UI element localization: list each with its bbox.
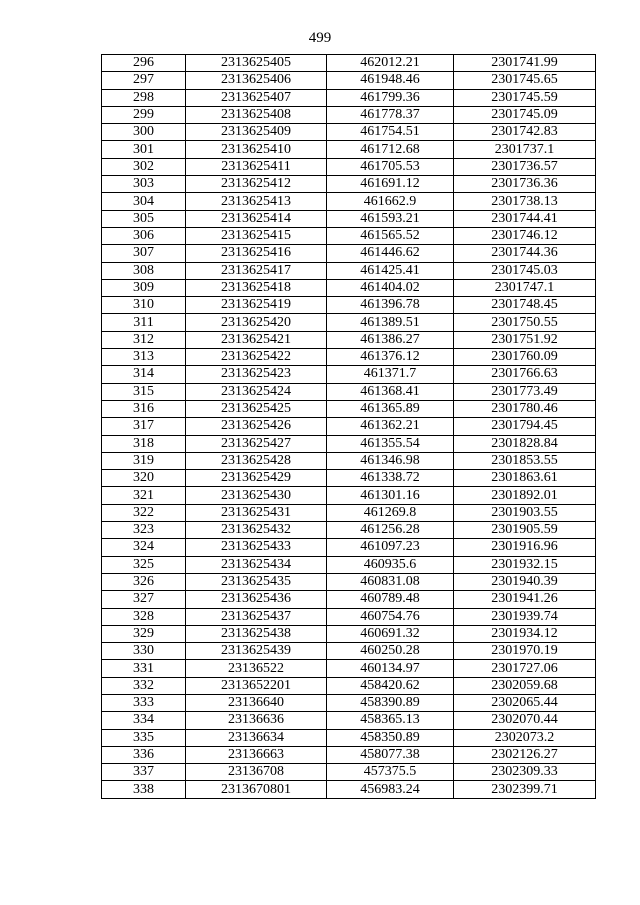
- table-row: [102, 262, 596, 279]
- y-coordinate-cell: 2301738.13: [454, 193, 596, 210]
- table-row: [102, 608, 596, 625]
- table-row: [102, 452, 596, 469]
- table-row: [102, 539, 596, 556]
- x-coordinate-cell: 461662.9: [327, 193, 454, 210]
- table-row: [102, 418, 596, 435]
- point-id-cell: 2313625436: [186, 591, 327, 608]
- table-row: [102, 591, 596, 608]
- row-number-cell: 317: [102, 418, 186, 435]
- coordinates-table: [101, 54, 596, 799]
- table-row: [102, 746, 596, 763]
- row-number-cell: 314: [102, 366, 186, 383]
- x-coordinate-cell: 461386.27: [327, 331, 454, 348]
- x-coordinate-cell: 462012.21: [327, 55, 454, 72]
- table-row: [102, 522, 596, 539]
- row-number-cell: 304: [102, 193, 186, 210]
- y-coordinate-cell: 2302399.71: [454, 781, 596, 798]
- table-row: [102, 470, 596, 487]
- row-number-cell: 333: [102, 694, 186, 711]
- point-id-cell: 23136708: [186, 764, 327, 781]
- y-coordinate-cell: 2302059.68: [454, 677, 596, 694]
- x-coordinate-cell: 460250.28: [327, 643, 454, 660]
- x-coordinate-cell: 461446.62: [327, 245, 454, 262]
- point-id-cell: 2313625426: [186, 418, 327, 435]
- row-number-cell: 303: [102, 176, 186, 193]
- row-number-cell: 328: [102, 608, 186, 625]
- row-number-cell: 308: [102, 262, 186, 279]
- row-number-cell: 337: [102, 764, 186, 781]
- table-row: [102, 349, 596, 366]
- table-row: [102, 729, 596, 746]
- point-id-cell: 2313625424: [186, 383, 327, 400]
- row-number-cell: 325: [102, 556, 186, 573]
- point-id-cell: 2313652201: [186, 677, 327, 694]
- point-id-cell: 2313625430: [186, 487, 327, 504]
- point-id-cell: 2313625416: [186, 245, 327, 262]
- table-row: [102, 504, 596, 521]
- point-id-cell: 2313625433: [186, 539, 327, 556]
- row-number-cell: 320: [102, 470, 186, 487]
- point-id-cell: 2313625421: [186, 331, 327, 348]
- table-row: [102, 487, 596, 504]
- point-id-cell: 2313625414: [186, 210, 327, 227]
- point-id-cell: 2313625422: [186, 349, 327, 366]
- y-coordinate-cell: 2301745.59: [454, 89, 596, 106]
- y-coordinate-cell: 2301736.57: [454, 158, 596, 175]
- x-coordinate-cell: 461376.12: [327, 349, 454, 366]
- table-row: [102, 712, 596, 729]
- y-coordinate-cell: 2301760.09: [454, 349, 596, 366]
- y-coordinate-cell: 2301916.96: [454, 539, 596, 556]
- table-row: [102, 331, 596, 348]
- table-row: [102, 383, 596, 400]
- table-row: [102, 643, 596, 660]
- row-number-cell: 312: [102, 331, 186, 348]
- x-coordinate-cell: 461269.8: [327, 504, 454, 521]
- row-number-cell: 316: [102, 400, 186, 417]
- row-number-cell: 338: [102, 781, 186, 798]
- point-id-cell: 2313625425: [186, 400, 327, 417]
- row-number-cell: 305: [102, 210, 186, 227]
- x-coordinate-cell: 461346.98: [327, 452, 454, 469]
- x-coordinate-cell: 460134.97: [327, 660, 454, 677]
- point-id-cell: 2313625412: [186, 176, 327, 193]
- point-id-cell: 23136640: [186, 694, 327, 711]
- x-coordinate-cell: 461097.23: [327, 539, 454, 556]
- x-coordinate-cell: 461404.02: [327, 279, 454, 296]
- table-row: [102, 124, 596, 141]
- row-number-cell: 296: [102, 55, 186, 72]
- row-number-cell: 302: [102, 158, 186, 175]
- x-coordinate-cell: 461593.21: [327, 210, 454, 227]
- table-row: [102, 764, 596, 781]
- coordinates-table-body: [102, 55, 596, 799]
- row-number-cell: 324: [102, 539, 186, 556]
- point-id-cell: 2313625420: [186, 314, 327, 331]
- y-coordinate-cell: 2301741.99: [454, 55, 596, 72]
- y-coordinate-cell: 2301939.74: [454, 608, 596, 625]
- x-coordinate-cell: 461565.52: [327, 227, 454, 244]
- point-id-cell: 2313625434: [186, 556, 327, 573]
- table-row: [102, 400, 596, 417]
- row-number-cell: 306: [102, 227, 186, 244]
- point-id-cell: 2313625405: [186, 55, 327, 72]
- table-row: [102, 694, 596, 711]
- x-coordinate-cell: 461368.41: [327, 383, 454, 400]
- x-coordinate-cell: 461754.51: [327, 124, 454, 141]
- row-number-cell: 323: [102, 522, 186, 539]
- row-number-cell: 332: [102, 677, 186, 694]
- x-coordinate-cell: 458420.62: [327, 677, 454, 694]
- x-coordinate-cell: 461371.7: [327, 366, 454, 383]
- point-id-cell: 2313625428: [186, 452, 327, 469]
- point-id-cell: 2313625432: [186, 522, 327, 539]
- x-coordinate-cell: 458390.89: [327, 694, 454, 711]
- row-number-cell: 318: [102, 435, 186, 452]
- point-id-cell: 23136636: [186, 712, 327, 729]
- x-coordinate-cell: 458350.89: [327, 729, 454, 746]
- page-number: 499: [308, 30, 332, 46]
- y-coordinate-cell: 2302126.27: [454, 746, 596, 763]
- point-id-cell: 2313625407: [186, 89, 327, 106]
- y-coordinate-cell: 2301905.59: [454, 522, 596, 539]
- x-coordinate-cell: 460935.6: [327, 556, 454, 573]
- y-coordinate-cell: 2301745.09: [454, 106, 596, 123]
- y-coordinate-cell: 2301766.63: [454, 366, 596, 383]
- row-number-cell: 319: [102, 452, 186, 469]
- y-coordinate-cell: 2301746.12: [454, 227, 596, 244]
- table-row: [102, 781, 596, 798]
- y-coordinate-cell: 2301751.92: [454, 331, 596, 348]
- x-coordinate-cell: 461362.21: [327, 418, 454, 435]
- x-coordinate-cell: 460691.32: [327, 625, 454, 642]
- point-id-cell: 2313625406: [186, 72, 327, 89]
- table-row: [102, 72, 596, 89]
- row-number-cell: 331: [102, 660, 186, 677]
- table-row: [102, 106, 596, 123]
- row-number-cell: 301: [102, 141, 186, 158]
- y-coordinate-cell: 2301853.55: [454, 452, 596, 469]
- y-coordinate-cell: 2301940.39: [454, 573, 596, 590]
- y-coordinate-cell: 2302309.33: [454, 764, 596, 781]
- row-number-cell: 326: [102, 573, 186, 590]
- table-row: [102, 435, 596, 452]
- point-id-cell: 2313625427: [186, 435, 327, 452]
- y-coordinate-cell: 2301903.55: [454, 504, 596, 521]
- y-coordinate-cell: 2302070.44: [454, 712, 596, 729]
- x-coordinate-cell: 461338.72: [327, 470, 454, 487]
- point-id-cell: 23136634: [186, 729, 327, 746]
- x-coordinate-cell: 461948.46: [327, 72, 454, 89]
- y-coordinate-cell: 2301780.46: [454, 400, 596, 417]
- point-id-cell: 2313625435: [186, 573, 327, 590]
- x-coordinate-cell: 461355.54: [327, 435, 454, 452]
- y-coordinate-cell: 2301742.83: [454, 124, 596, 141]
- point-id-cell: 2313625439: [186, 643, 327, 660]
- row-number-cell: 313: [102, 349, 186, 366]
- y-coordinate-cell: 2301941.26: [454, 591, 596, 608]
- y-coordinate-cell: 2301773.49: [454, 383, 596, 400]
- table-row: [102, 556, 596, 573]
- point-id-cell: 2313625415: [186, 227, 327, 244]
- table-row: [102, 210, 596, 227]
- point-id-cell: 2313625409: [186, 124, 327, 141]
- row-number-cell: 327: [102, 591, 186, 608]
- y-coordinate-cell: 2301745.65: [454, 72, 596, 89]
- row-number-cell: 321: [102, 487, 186, 504]
- x-coordinate-cell: 461705.53: [327, 158, 454, 175]
- x-coordinate-cell: 461799.36: [327, 89, 454, 106]
- row-number-cell: 330: [102, 643, 186, 660]
- point-id-cell: 2313625417: [186, 262, 327, 279]
- row-number-cell: 298: [102, 89, 186, 106]
- table-row: [102, 55, 596, 72]
- table-row: [102, 314, 596, 331]
- x-coordinate-cell: 460831.08: [327, 573, 454, 590]
- point-id-cell: 2313625437: [186, 608, 327, 625]
- y-coordinate-cell: 2301744.41: [454, 210, 596, 227]
- y-coordinate-cell: 2301892.01: [454, 487, 596, 504]
- y-coordinate-cell: 2301747.1: [454, 279, 596, 296]
- y-coordinate-cell: 2301970.19: [454, 643, 596, 660]
- table-row: [102, 89, 596, 106]
- point-id-cell: 2313625411: [186, 158, 327, 175]
- point-id-cell: 2313625413: [186, 193, 327, 210]
- row-number-cell: 334: [102, 712, 186, 729]
- point-id-cell: 2313670801: [186, 781, 327, 798]
- point-id-cell: 2313625419: [186, 297, 327, 314]
- y-coordinate-cell: 2301794.45: [454, 418, 596, 435]
- x-coordinate-cell: 458365.13: [327, 712, 454, 729]
- point-id-cell: 2313625408: [186, 106, 327, 123]
- point-id-cell: 2313625410: [186, 141, 327, 158]
- row-number-cell: 322: [102, 504, 186, 521]
- row-number-cell: 299: [102, 106, 186, 123]
- point-id-cell: 2313625429: [186, 470, 327, 487]
- x-coordinate-cell: 460789.48: [327, 591, 454, 608]
- y-coordinate-cell: 2301737.1: [454, 141, 596, 158]
- row-number-cell: 311: [102, 314, 186, 331]
- table-row: [102, 297, 596, 314]
- y-coordinate-cell: 2301745.03: [454, 262, 596, 279]
- table-row: [102, 677, 596, 694]
- row-number-cell: 297: [102, 72, 186, 89]
- table-row: [102, 573, 596, 590]
- x-coordinate-cell: 461778.37: [327, 106, 454, 123]
- table-row: [102, 141, 596, 158]
- y-coordinate-cell: 2301744.36: [454, 245, 596, 262]
- point-id-cell: 23136522: [186, 660, 327, 677]
- x-coordinate-cell: 461425.41: [327, 262, 454, 279]
- y-coordinate-cell: 2301736.36: [454, 176, 596, 193]
- point-id-cell: 2313625438: [186, 625, 327, 642]
- y-coordinate-cell: 2302065.44: [454, 694, 596, 711]
- point-id-cell: 23136663: [186, 746, 327, 763]
- x-coordinate-cell: 461712.68: [327, 141, 454, 158]
- table-row: [102, 193, 596, 210]
- y-coordinate-cell: 2301932.15: [454, 556, 596, 573]
- table-row: [102, 176, 596, 193]
- row-number-cell: 309: [102, 279, 186, 296]
- point-id-cell: 2313625423: [186, 366, 327, 383]
- table-row: [102, 660, 596, 677]
- table-row: [102, 279, 596, 296]
- x-coordinate-cell: 460754.76: [327, 608, 454, 625]
- table-row: [102, 625, 596, 642]
- x-coordinate-cell: 461691.12: [327, 176, 454, 193]
- x-coordinate-cell: 457375.5: [327, 764, 454, 781]
- table-row: [102, 227, 596, 244]
- y-coordinate-cell: 2301863.61: [454, 470, 596, 487]
- x-coordinate-cell: 458077.38: [327, 746, 454, 763]
- table-row: [102, 245, 596, 262]
- table-row: [102, 366, 596, 383]
- table-row: [102, 158, 596, 175]
- row-number-cell: 335: [102, 729, 186, 746]
- row-number-cell: 336: [102, 746, 186, 763]
- y-coordinate-cell: 2301828.84: [454, 435, 596, 452]
- x-coordinate-cell: 461301.16: [327, 487, 454, 504]
- y-coordinate-cell: 2301750.55: [454, 314, 596, 331]
- x-coordinate-cell: 461396.78: [327, 297, 454, 314]
- row-number-cell: 300: [102, 124, 186, 141]
- x-coordinate-cell: 461365.89: [327, 400, 454, 417]
- y-coordinate-cell: 2301934.12: [454, 625, 596, 642]
- row-number-cell: 307: [102, 245, 186, 262]
- x-coordinate-cell: 456983.24: [327, 781, 454, 798]
- row-number-cell: 315: [102, 383, 186, 400]
- x-coordinate-cell: 461256.28: [327, 522, 454, 539]
- point-id-cell: 2313625431: [186, 504, 327, 521]
- row-number-cell: 329: [102, 625, 186, 642]
- x-coordinate-cell: 461389.51: [327, 314, 454, 331]
- y-coordinate-cell: 2301727.06: [454, 660, 596, 677]
- y-coordinate-cell: 2302073.2: [454, 729, 596, 746]
- row-number-cell: 310: [102, 297, 186, 314]
- y-coordinate-cell: 2301748.45: [454, 297, 596, 314]
- point-id-cell: 2313625418: [186, 279, 327, 296]
